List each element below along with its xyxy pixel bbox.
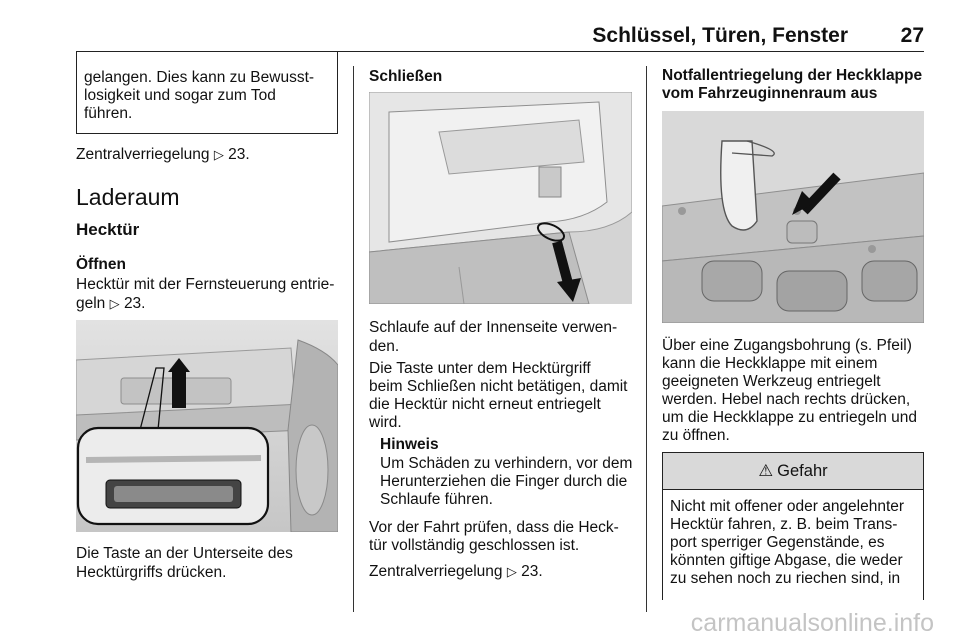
note-title: Hinweis xyxy=(380,436,439,453)
warning-line: Hecktür fahren, z. B. beim Trans- xyxy=(670,516,898,533)
body-line: Vor der Fahrt prüfen, dass die Heck- xyxy=(369,519,619,536)
warning-line: Nicht mit offener oder angelehnter xyxy=(670,498,905,515)
body-line: tür vollständig geschlossen ist. xyxy=(369,537,580,554)
warning-line: könnten giftige Abgase, die weder xyxy=(670,552,903,569)
xref-label: Zentralverriegelung xyxy=(76,146,210,163)
closing-loop-illustration xyxy=(369,92,632,304)
cross-reference[interactable] xyxy=(369,563,543,581)
body-line: um die Heckklappe zu entriegeln und xyxy=(662,409,918,426)
body-line: die Hecktür nicht erneut entriegelt xyxy=(369,396,601,413)
column-divider-1 xyxy=(353,66,354,612)
subsection-heading-hecktuer: Hecktür xyxy=(76,220,140,239)
warning-header xyxy=(663,453,923,490)
body-line: zu öffnen. xyxy=(662,427,730,444)
body-text: geln xyxy=(76,295,106,312)
note-line: Um Schäden zu verhindern, vor dem xyxy=(380,455,633,472)
body-line-with-ref xyxy=(76,295,146,313)
caption-line: Hecktürgriffs drücken. xyxy=(76,564,227,581)
xref-page[interactable]: 23. xyxy=(123,295,146,312)
body-line: Schlaufe auf der Innenseite verwen- xyxy=(369,319,618,336)
xref-page: 23. xyxy=(228,146,250,163)
running-header-title: Schlüssel, Türen, Fenster xyxy=(592,24,848,47)
note-line: Herunterziehen die Finger durch die xyxy=(380,473,628,490)
body-line: wird. xyxy=(369,414,402,431)
body-line: geeigneten Werkzeug entriegelt xyxy=(662,373,881,390)
arrow-triangle-icon: ▷ xyxy=(506,564,517,579)
body-line: kann die Heckklappe mit einem xyxy=(662,355,878,372)
warning-line: port sperriger Gegenstände, es xyxy=(670,534,885,551)
heading-notfallentriegelung: Notfallentriegelung der Heckklappe xyxy=(662,67,923,84)
box-line: losigkeit und sogar zum Tod xyxy=(84,87,276,104)
note-line: Schlaufe führen. xyxy=(380,491,493,508)
warning-title: Gefahr xyxy=(777,461,828,480)
body-line: den. xyxy=(369,338,400,355)
warning-line: zu sehen noch zu riechen sind, in xyxy=(670,570,901,587)
body-line: Hecktür mit der Fernsteuerung entrie- xyxy=(76,276,335,293)
watermark-text: carmanualsonline.info xyxy=(690,609,934,637)
box-line: führen. xyxy=(84,105,133,122)
emergency-release-illustration xyxy=(662,111,924,323)
heading-schliessen: Schließen xyxy=(369,68,443,85)
body-line: beim Schließen nicht betätigen, damit xyxy=(369,378,628,395)
warning-triangle-icon: ⚠ xyxy=(758,462,774,480)
tailgate-handle-illustration xyxy=(76,320,338,532)
arrow-triangle-icon: ▷ xyxy=(213,147,224,162)
caption-line: Die Taste an der Unterseite des xyxy=(76,545,293,562)
cross-reference[interactable] xyxy=(76,146,250,164)
body-line: werden. Hebel nach rechts drücken, xyxy=(662,391,911,408)
body-line: Über eine Zugangsbohrung (s. Pfeil) xyxy=(662,337,912,354)
heading-notfallentriegelung: vom Fahrzeuginnenraum aus xyxy=(662,85,878,102)
section-heading-laderaum: Laderaum xyxy=(76,184,180,210)
xref-page: 23. xyxy=(521,563,543,580)
column-divider-2 xyxy=(646,66,647,612)
heading-oeffnen: Öffnen xyxy=(76,256,126,273)
xref-label: Zentralverriegelung xyxy=(369,563,503,580)
arrow-triangle-icon: ▷ xyxy=(109,296,120,311)
body-line: Die Taste unter dem Hecktürgriff xyxy=(369,360,591,377)
page-number: 27 xyxy=(900,24,924,47)
box-line: gelangen. Dies kann zu Bewusst- xyxy=(84,69,315,86)
